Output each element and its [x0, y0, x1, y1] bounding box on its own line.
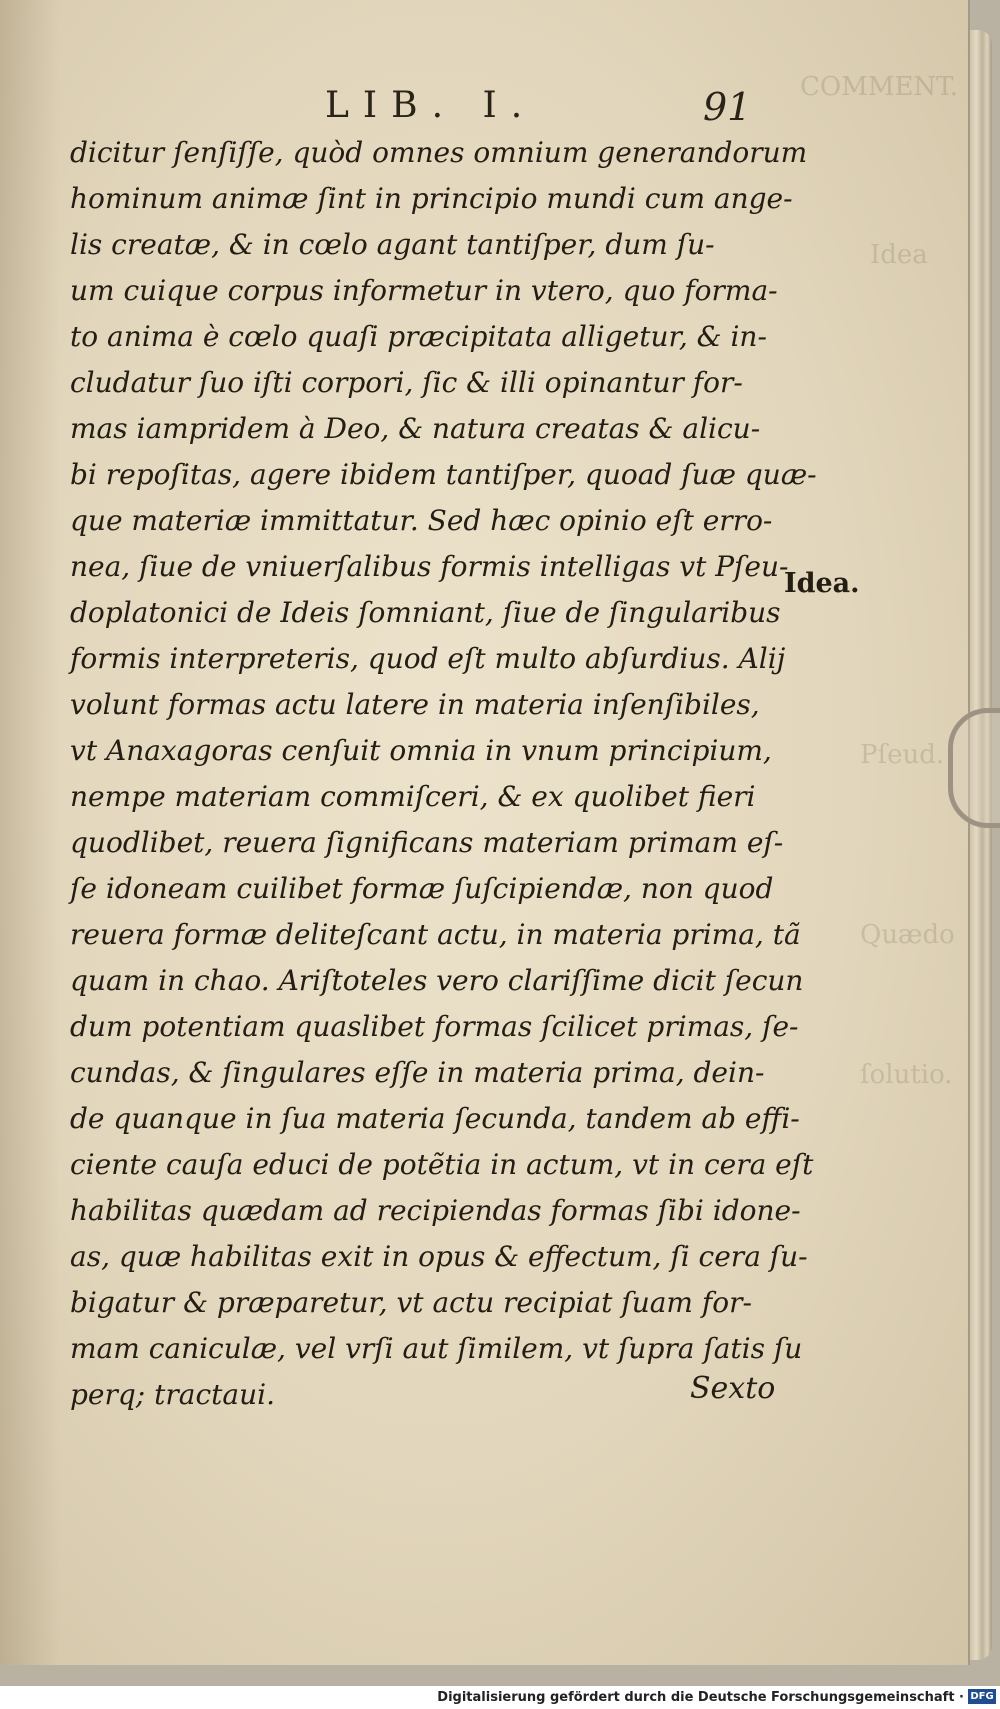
page-edges [968, 30, 992, 1660]
bleed-through-text: COMMENT. [800, 72, 958, 102]
bleed-through-text: Idea [870, 240, 928, 270]
running-head: LIB. I. [325, 85, 537, 126]
text-line: bi repoſitas, agere ibidem tantiſper, quoad ſuæ quæ- [70, 458, 817, 491]
footer-credit: Digitalisierung gefördert durch die Deutsche Forschungsgemeinschaft · [437, 1690, 964, 1705]
text-line: ciente cauſa educi de potẽtia in actum, vt in cera eſt [70, 1148, 814, 1181]
text-line: mam caniculæ, vel vrſi aut ſimilem, vt ſupra ſatis ſu [70, 1332, 803, 1365]
text-line: as, quæ habilitas exit in opus & effectum, ſi cera ſu- [70, 1240, 808, 1273]
bleed-through-text: ſolutio. [860, 1060, 953, 1090]
text-line: nempe materiam commiſceri, & ex quolibet fieri [70, 780, 756, 813]
text-line: bigatur & præparetur, vt actu recipiat ſuam for- [70, 1286, 752, 1319]
text-line: dicitur ſenſiſſe, quòd omnes omnium generandorum [70, 136, 808, 169]
text-line: que materiæ immittatur. Sed hæc opinio eſt erro- [70, 504, 773, 537]
book-clasp [948, 708, 1000, 828]
bleed-through-text: Pſeud. [860, 740, 945, 770]
text-line: to anima è cœlo quaſi præcipitata alligetur, & in- [70, 320, 767, 353]
text-line: habilitas quædam ad recipiendas formas ſibi idone- [70, 1194, 801, 1227]
text-line: dum potentiam quaslibet formas ſcilicet primas, ſe- [70, 1010, 799, 1043]
text-line: mas iampridem à Deo, & natura creatas & alicu- [70, 412, 761, 445]
bleed-through-text: Quædo [860, 920, 955, 950]
text-line: hominum animæ ſint in principio mundi cum ange- [70, 182, 793, 215]
catchword: Sexto [690, 1371, 776, 1406]
text-line: formis interpreteris, quod eſt multo abſurdius. Alij [70, 642, 786, 675]
text-line: ſe idoneam cuilibet formæ ſuſcipiendæ, non quod [70, 872, 774, 905]
body-text [70, 130, 817, 1418]
text-line: cludatur ſuo iſti corpori, ſic & illi opinantur for- [70, 366, 743, 399]
page-number: 91 [703, 85, 752, 129]
text-line: volunt formas actu latere in materia inſenſibiles, [70, 688, 760, 721]
text-line: lis creatæ, & in cœlo agant tantiſper, dum ſu- [70, 228, 715, 261]
text-line: reuera formæ deliteſcant actu, in materia prima, tã [70, 918, 801, 951]
text-line: de quanque in ſua materia ſecunda, tandem ab effi- [70, 1102, 800, 1135]
text-line: perq; tractaui. [70, 1378, 275, 1411]
text-line: cundas, & ſingulares eſſe in materia prima, dein- [70, 1056, 765, 1089]
marginal-note: Idea. [784, 568, 860, 599]
text-line: vt Anaxagoras cenſuit omnia in vnum principium, [70, 734, 772, 767]
gutter-shadow [0, 0, 60, 1665]
text-line: doplatonici de Ideis ſomniant, ſiue de ſingularibus [70, 596, 781, 629]
text-line: nea, ſiue de vniuerſalibus formis intelligas vt Pſeu- [70, 550, 789, 583]
dfg-logo-icon: DFG [968, 1689, 996, 1704]
text-line: quodlibet, reuera ſignificans materiam primam eſ- [70, 826, 784, 859]
digitization-footer [0, 1686, 1000, 1709]
text-line: um cuique corpus informetur in vtero, quo forma- [70, 274, 778, 307]
text-line: quam in chao. Ariſtoteles vero clariſſime dicit ſecun [70, 964, 804, 997]
